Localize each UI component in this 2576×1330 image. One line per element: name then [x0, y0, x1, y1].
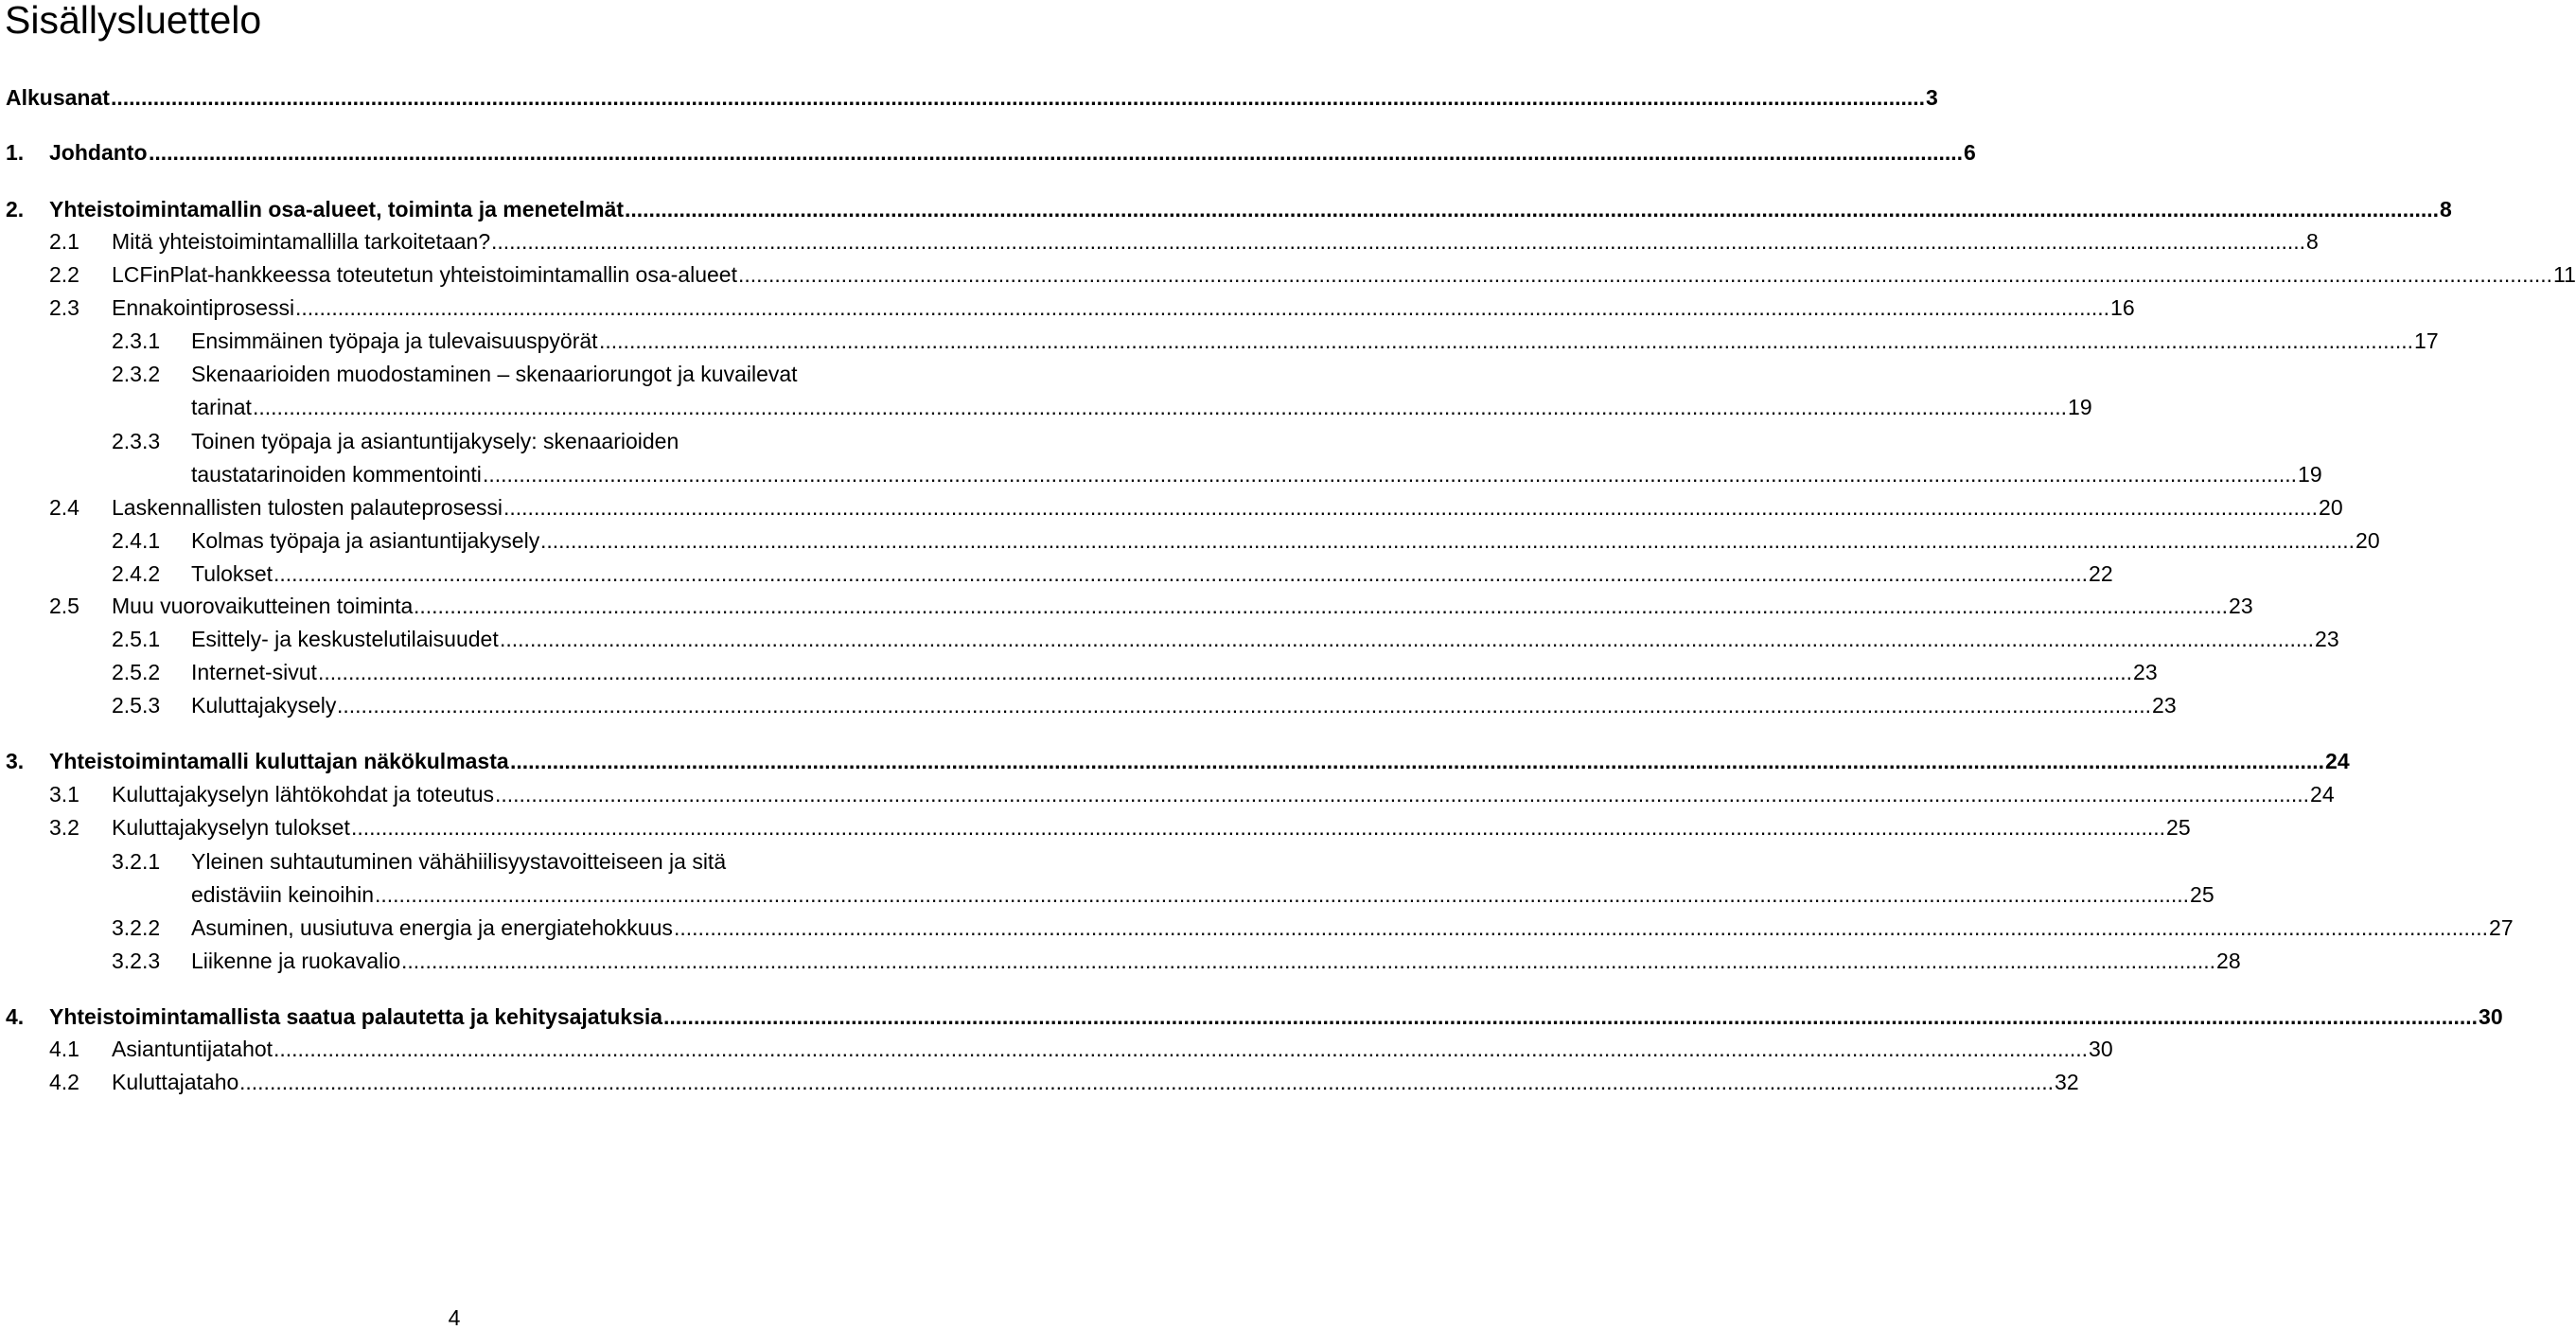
toc-entry-page: 32: [2055, 1070, 2079, 1094]
toc-entry-title: Mitä yhteistoimintamallilla tarkoitetaan?: [112, 229, 491, 254]
toc-entry-title: Tulokset: [191, 561, 273, 586]
toc-entry-title: Alkusanat: [6, 85, 110, 110]
toc-entry-page: 3: [1926, 85, 1938, 110]
toc-entry[interactable]: [0, 524, 2380, 557]
toc-entry-title: LCFinPlat-hankkeessa toteutetun yhteistoimintamallin osa-alueet: [112, 262, 737, 287]
toc-entry-number: 3.2.1: [112, 849, 161, 874]
toc-entry-title: Internet-sivut: [191, 660, 317, 684]
toc-entry-page: 8: [2306, 229, 2319, 254]
toc-entry[interactable]: [0, 656, 2158, 688]
toc-leader-dots: ............................................................................................................................................................................................................................................................................................................: [295, 295, 2110, 320]
toc-entry-number: 2.3.2: [112, 362, 161, 386]
toc-leader-dots: ............................................................................................................................................................................................................................................................................................................: [510, 749, 2325, 773]
toc-entry-number: 3.2.3: [112, 949, 161, 973]
toc-entry-page: 24: [2325, 749, 2350, 773]
toc-entry-number: 2.5.2: [112, 660, 161, 684]
toc-leader-dots: ............................................................................................................................................................................................................................................................................................................: [483, 462, 2298, 487]
toc-entry[interactable]: [0, 391, 2092, 423]
toc-entry-page: 23: [2229, 594, 2253, 618]
toc-entry-title: Laskennallisten tulosten palauteprosessi: [112, 495, 503, 520]
toc-entry-number: 3.2: [49, 815, 79, 840]
toc-entry-page: 11: [2553, 262, 2576, 287]
toc-entry[interactable]: [0, 590, 2253, 622]
toc-leader-dots: ............................................................................................................................................................................................................................................................................................................: [111, 85, 1926, 110]
toc-entry-page: 23: [2315, 627, 2339, 651]
toc-entry-page: 22: [2089, 561, 2113, 586]
toc-entry-page: 25: [2190, 882, 2214, 907]
toc-leader-dots: ............................................................................................................................................................................................................................................................................................................: [375, 882, 2190, 907]
toc-leader-dots: ............................................................................................................................................................................................................................................................................................................: [738, 262, 2553, 287]
toc-entry[interactable]: [0, 845, 909, 878]
toc-entry-number: 2.1: [49, 229, 79, 254]
toc-entry-title: Esittely- ja keskustelutilaisuudet: [191, 627, 499, 651]
toc-entry-title: Yhteistoimintamallin osa-alueet, toiminta ja menetelmät: [49, 197, 625, 222]
toc-entry-title: Ensimmäinen työpaja ja tulevaisuuspyörät: [191, 328, 598, 353]
toc-entry-title: Kolmas työpaja ja asiantuntijakysely: [191, 528, 540, 553]
toc-entry-title: Kuluttajakyselyn lähtökohdat ja toteutus: [112, 782, 495, 807]
toc-entry[interactable]: [0, 558, 2113, 590]
toc-entry[interactable]: [0, 1066, 2079, 1098]
toc-leader-dots: ............................................................................................................................................................................................................................................................................................................: [540, 528, 2355, 553]
toc-leader-dots: ............................................................................................................................................................................................................................................................................................................: [273, 1037, 2089, 1061]
toc-leader-dots: ............................................................................................................................................................................................................................................................................................................: [318, 660, 2133, 684]
toc-entry[interactable]: [0, 358, 909, 390]
toc-entry-page: 25: [2166, 815, 2191, 840]
toc-entry-page: 19: [2298, 462, 2322, 487]
toc-entry-title: Muu vuorovaikutteinen toiminta: [112, 594, 414, 618]
toc-entry[interactable]: [0, 1033, 2113, 1065]
toc-entry-page: 6: [1964, 140, 1976, 165]
toc-entry-title: taustatarinoiden kommentointi: [191, 462, 482, 487]
toc-entry-title: Yleinen suhtautuminen vähähiilisyystavoitteiseen ja sitä: [191, 849, 727, 874]
toc-entry[interactable]: [0, 689, 2177, 721]
toc-entry[interactable]: [0, 945, 2241, 977]
toc-entry-number: 4.2: [49, 1070, 79, 1094]
page-title: Sisällysluettelo: [5, 0, 262, 42]
toc-entry[interactable]: [0, 745, 2350, 777]
toc-entry[interactable]: [0, 325, 2439, 357]
toc-entry-title: Asuminen, uusiutuva energia ja energiatehokkuus: [191, 915, 673, 940]
toc-entry[interactable]: [0, 81, 1938, 114]
toc-entry-number: 2.4.2: [112, 561, 161, 586]
toc-entry-number: 3.2.2: [112, 915, 161, 940]
toc-entry[interactable]: [0, 458, 2322, 490]
toc-entry-title: Ennakointiprosessi: [112, 295, 295, 320]
toc-entry-title: Yhteistoimintamalli kuluttajan näkökulmasta: [49, 749, 509, 773]
toc-entry[interactable]: [0, 623, 2339, 655]
toc-entry-title: Liikenne ja ruokavalio: [191, 949, 401, 973]
toc-entry-page: 17: [2414, 328, 2439, 353]
toc-entry-number: 4.: [6, 1004, 25, 1029]
toc-entry-title: Johdanto: [49, 140, 148, 165]
toc-entry[interactable]: [0, 778, 2335, 810]
toc-entry[interactable]: [0, 193, 2452, 225]
toc-entry-page: 30: [2089, 1037, 2113, 1061]
toc-entry-title: Skenaarioiden muodostaminen – skenaariorungot ja kuvailevat: [191, 362, 798, 386]
toc-entry-number: 4.1: [49, 1037, 79, 1061]
toc-entry-number: 2.5: [49, 594, 79, 618]
toc-entry-page: 20: [2319, 495, 2343, 520]
toc-entry-page: 27: [2489, 915, 2514, 940]
toc-entry[interactable]: [0, 878, 2214, 911]
toc-leader-dots: ............................................................................................................................................................................................................................................................................................................: [495, 782, 2310, 807]
toc-leader-dots: ............................................................................................................................................................................................................................................................................................................: [351, 815, 2166, 840]
toc-leader-dots: ............................................................................................................................................................................................................................................................................................................: [253, 395, 2068, 419]
toc-entry-title: Asiantuntijatahot: [112, 1037, 273, 1061]
toc-entry-number: 2.3.3: [112, 429, 161, 453]
toc-entry-page: 30: [2479, 1004, 2503, 1029]
toc-leader-dots: ............................................................................................................................................................................................................................................................................................................: [674, 915, 2489, 940]
toc-entry-number: 2.3.1: [112, 328, 161, 353]
toc-leader-dots: ............................................................................................................................................................................................................................................................................................................: [337, 693, 2152, 718]
toc-leader-dots: ............................................................................................................................................................................................................................................................................................................: [503, 495, 2319, 520]
toc-entry-page: 23: [2152, 693, 2177, 718]
toc-entry-number: 2.4.1: [112, 528, 161, 553]
toc-entry[interactable]: [0, 258, 2576, 291]
toc-entry-page: 16: [2110, 295, 2135, 320]
toc-entry-page: 19: [2068, 395, 2092, 419]
page-number: 4: [448, 1305, 461, 1330]
toc-entry[interactable]: [0, 136, 1976, 168]
toc-entry-number: 3.1: [49, 782, 79, 807]
toc-entry-title: Toinen työpaja ja asiantuntijakysely: skenaarioiden: [191, 429, 679, 453]
toc-leader-dots: ............................................................................................................................................................................................................................................................................................................: [401, 949, 2216, 973]
toc-leader-dots: ............................................................................................................................................................................................................................................................................................................: [625, 197, 2440, 222]
toc-entry-page: 20: [2355, 528, 2380, 553]
toc-entry[interactable]: [0, 491, 2343, 523]
toc-entry-number: 2.4: [49, 495, 79, 520]
toc-entry-title: Yhteistoimintamallista saatua palautetta ja kehitysajatuksia: [49, 1004, 663, 1029]
toc-leader-dots: ............................................................................................................................................................................................................................................................................................................: [239, 1070, 2055, 1094]
toc-entry-page: 24: [2310, 782, 2335, 807]
toc-entry-number: 2.3: [49, 295, 79, 320]
toc-entry-number: 3.: [6, 749, 25, 773]
toc-entry-number: 2.5.3: [112, 693, 161, 718]
toc-entry[interactable]: [0, 811, 2191, 843]
toc-entry-page: 28: [2216, 949, 2241, 973]
toc-leader-dots: ............................................................................................................................................................................................................................................................................................................: [599, 328, 2414, 353]
toc-entry-number: 2.: [6, 197, 25, 222]
toc-entry-page: 23: [2133, 660, 2158, 684]
toc-leader-dots: ............................................................................................................................................................................................................................................................................................................: [273, 561, 2089, 586]
toc-entry[interactable]: [0, 1001, 2503, 1033]
toc-entry-number: 1.: [6, 140, 25, 165]
toc-entry-number: 2.2: [49, 262, 79, 287]
toc-leader-dots: ............................................................................................................................................................................................................................................................................................................: [500, 627, 2315, 651]
toc-leader-dots: ............................................................................................................................................................................................................................................................................................................: [414, 594, 2229, 618]
toc-leader-dots: ............................................................................................................................................................................................................................................................................................................: [149, 140, 1964, 165]
toc-entry[interactable]: [0, 292, 2135, 324]
toc-entry[interactable]: [0, 912, 2514, 944]
toc-entry-page: 8: [2440, 197, 2452, 222]
toc-entry-title: Kuluttajakyselyn tulokset: [112, 815, 350, 840]
toc-entry-title: Kuluttajakysely: [191, 693, 337, 718]
toc-entry-title: tarinat: [191, 395, 252, 419]
toc-entry-title: Kuluttajataho: [112, 1070, 239, 1094]
toc-entry-number: 2.5.1: [112, 627, 161, 651]
toc-entry[interactable]: [0, 225, 2319, 257]
toc-leader-dots: ............................................................................................................................................................................................................................................................................................................: [663, 1004, 2479, 1029]
toc-leader-dots: ............................................................................................................................................................................................................................................................................................................: [491, 229, 2306, 254]
toc-entry-title: edistäviin keinoihin: [191, 882, 375, 907]
toc-entry[interactable]: [0, 425, 909, 457]
